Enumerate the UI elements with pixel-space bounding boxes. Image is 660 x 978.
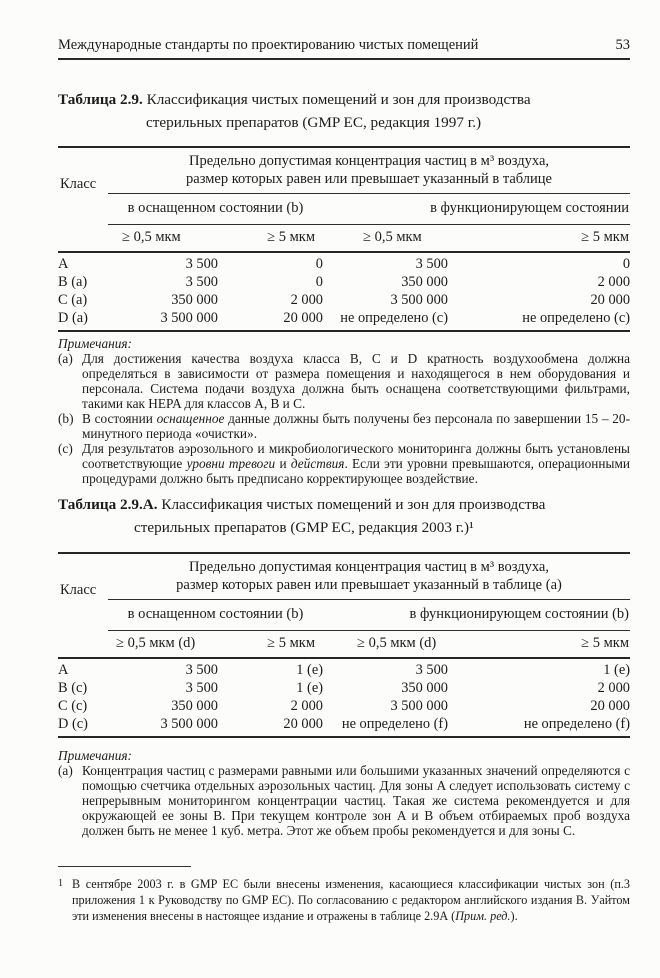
- note-label: (a): [58, 763, 73, 778]
- note-b: [58, 411, 630, 441]
- class-cell: A: [58, 256, 69, 272]
- value-cell: 1 (e): [296, 680, 323, 696]
- spanning-header-line1: Предельно допустимая концентрация частиц в м³ воздуха,: [189, 153, 550, 169]
- value-cell: 2 000: [290, 698, 323, 714]
- column-header-5um: ≥ 5 мкм: [448, 225, 630, 253]
- column-header-5um: ≥ 5 мкм: [218, 631, 323, 659]
- table-row: [58, 274, 630, 292]
- class-cell: A: [58, 662, 69, 678]
- footnote-marker: 1: [58, 878, 64, 889]
- value-cell: 2 000: [597, 680, 630, 696]
- note-c: [58, 441, 630, 486]
- value-cell: 350 000: [171, 698, 218, 714]
- table1-caption-line1: [58, 89, 630, 112]
- table1-header-row-2: [58, 194, 630, 225]
- table-2-9: [58, 146, 630, 332]
- value-cell: не определено (f): [323, 716, 448, 738]
- value-cell: 20 000: [218, 310, 323, 332]
- note-a: [58, 763, 630, 838]
- value-cell: 3 500 000: [390, 698, 448, 714]
- note-label: (c): [58, 441, 73, 456]
- class-cell: C (a): [58, 292, 88, 308]
- column-header-at-rest: в оснащенном состоянии (b): [108, 194, 323, 225]
- table2-notes: [58, 748, 630, 838]
- value-cell: не определено (f): [448, 716, 630, 738]
- column-header-05um: ≥ 0,5 мкм: [108, 225, 218, 253]
- footnote: [58, 876, 630, 924]
- note-label: (a): [58, 351, 73, 366]
- value-cell: 3 500: [185, 256, 218, 272]
- note-text: Концентрация частиц с размерами равными или большими указанных значений определяются с помощью счетчика отдельных аэрозольных частиц. Для зоны A следует использовать систему с непрерывным мониторингом концентрации частиц. Такая же система рекомендуется и для окружающей ее зоны B. При текущем контроле зон A и B объем отбираемых проб воздуха должен быть не менее 1 куб. метра. Этот же объем пробы рекомендуется и для зоны C.: [82, 763, 630, 838]
- value-cell: не определено (c): [448, 310, 630, 332]
- table1-header-row-3: [58, 225, 630, 253]
- table2-header-row-3: [58, 631, 630, 659]
- class-cell: D (c): [58, 716, 108, 738]
- table1-caption: [58, 89, 630, 134]
- table2-caption-label: Таблица 2.9.А.: [58, 496, 158, 513]
- column-header-operational: в функционирующем состоянии (b): [323, 600, 630, 631]
- value-cell: 3 500: [415, 662, 448, 678]
- table-row: [58, 680, 630, 698]
- spanning-header-line2: размер которых равен или превышает указанный в таблице: [186, 171, 552, 187]
- table2-caption-line2: стерильных препаратов (GMP ЕС, редакция 2003 г.)¹: [134, 518, 474, 536]
- value-cell: 0: [315, 256, 323, 272]
- running-head-title: Международные стандарты по проектированию чистых помещений: [58, 37, 479, 53]
- value-cell: 20 000: [590, 698, 630, 714]
- spanning-header-line2: размер которых равен или превышает указанный в таблице (a): [176, 577, 562, 593]
- footnote-separator: [58, 866, 191, 867]
- value-cell: 3 500: [185, 274, 218, 290]
- value-cell: 3 500 000: [108, 716, 218, 738]
- column-header-05um: ≥ 0,5 мкм: [323, 225, 448, 253]
- notes-heading: Примечания:: [58, 748, 132, 763]
- table2-caption-line1: [58, 494, 630, 517]
- table1-notes: [58, 336, 630, 486]
- value-cell: 3 500 000: [390, 292, 448, 308]
- value-cell: 350 000: [171, 292, 218, 308]
- class-cell: B (c): [58, 680, 88, 696]
- column-header-05um: ≥ 0,5 мкм (d): [323, 631, 448, 659]
- spanning-header: [108, 147, 630, 194]
- page-number: 53: [615, 37, 630, 53]
- table1-caption-text: Классификация чистых помещений и зон для производства: [146, 91, 531, 108]
- table-row: [58, 310, 630, 332]
- column-header-operational: в функционирующем состоянии: [323, 194, 630, 225]
- note-text: Для результатов аэрозольного и микробиологического мониторинга должны быть установлены соответствующие уровни тревоги и действия. Если эти уровни превышаются, операционными процедурами должно быть предписано корректирующее воздействие.: [82, 441, 631, 486]
- value-cell: 3 500 000: [108, 310, 218, 332]
- table2-caption-text: Классификация чистых помещений и зон для производства: [161, 496, 546, 513]
- value-cell: не определено (c): [323, 310, 448, 332]
- value-cell: 350 000: [401, 680, 448, 696]
- column-header-at-rest: в оснащенном состоянии (b): [108, 600, 323, 631]
- value-cell: 1 (e): [603, 662, 630, 678]
- table-row: [58, 698, 630, 716]
- running-head: [58, 36, 630, 60]
- value-cell: 20 000: [218, 716, 323, 738]
- table1-header-row-1: [58, 147, 630, 194]
- notes-heading: Примечания:: [58, 336, 132, 351]
- table-row: [58, 658, 630, 680]
- column-header-5um: ≥ 5 мкм: [448, 631, 630, 659]
- table-row: [58, 716, 630, 738]
- value-cell: 0: [315, 274, 323, 290]
- table-row: [58, 252, 630, 274]
- spanning-header: [108, 553, 630, 600]
- value-cell: 3 500: [185, 662, 218, 678]
- note-label: (b): [58, 411, 74, 426]
- table2-caption: [58, 494, 630, 539]
- table1-caption-label: Таблица 2.9.: [58, 91, 143, 108]
- table-row: [58, 292, 630, 310]
- table2-header-row-1: [58, 553, 630, 600]
- table-2-9a: [58, 552, 630, 738]
- value-cell: 350 000: [401, 274, 448, 290]
- value-cell: 0: [622, 256, 631, 272]
- spanning-header-line1: Предельно допустимая концентрация частиц в м³ воздуха,: [188, 559, 549, 575]
- column-header-5um: ≥ 5 мкм: [218, 225, 323, 253]
- value-cell: 2 000: [597, 274, 631, 290]
- class-cell: C (c): [58, 698, 88, 714]
- table2-header-row-2: [58, 600, 630, 631]
- value-cell: 2 000: [290, 292, 323, 308]
- value-cell: 20 000: [590, 292, 631, 308]
- column-header-class: Класс: [58, 147, 108, 252]
- footnote-text: В сентябре 2003 г. в GMP ЕС были внесены изменения, касающиеся классификации чистых зон (п.3 приложения 1 к Руководству по GMP ЕС). По согласованию с редактором английского издания В. Уайтом эти изменения внесены в настоящее издание и отражены в таблице 2.9А (Прим. ред.).: [72, 877, 630, 923]
- value-cell: 3 500: [415, 256, 448, 272]
- table1-caption-line2: стерильных препаратов (GMP ЕС, редакция 1997 г.): [146, 113, 482, 131]
- class-cell: D (a): [58, 310, 108, 332]
- value-cell: 1 (e): [296, 662, 323, 678]
- value-cell: 3 500: [185, 680, 218, 696]
- note-text: В состоянии оснащенное данные должны быть получены без персонала по завершении 15 – 20-минутного периода «очистки».: [82, 411, 630, 441]
- note-text: Для достижения качества воздуха класса B, C и D кратность воздухообмена должна определяться в зависимости от размера помещения и находящегося в нем оборудования и персонала. Система подачи воздуха должна быть оснащена соответствующими фильтрами, такими как HEPA для классов A, B и C.: [82, 351, 630, 411]
- column-header-class: Класс: [58, 553, 108, 658]
- column-header-05um: ≥ 0,5 мкм (d): [108, 631, 218, 659]
- note-a: [58, 351, 630, 411]
- class-cell: B (a): [58, 274, 88, 290]
